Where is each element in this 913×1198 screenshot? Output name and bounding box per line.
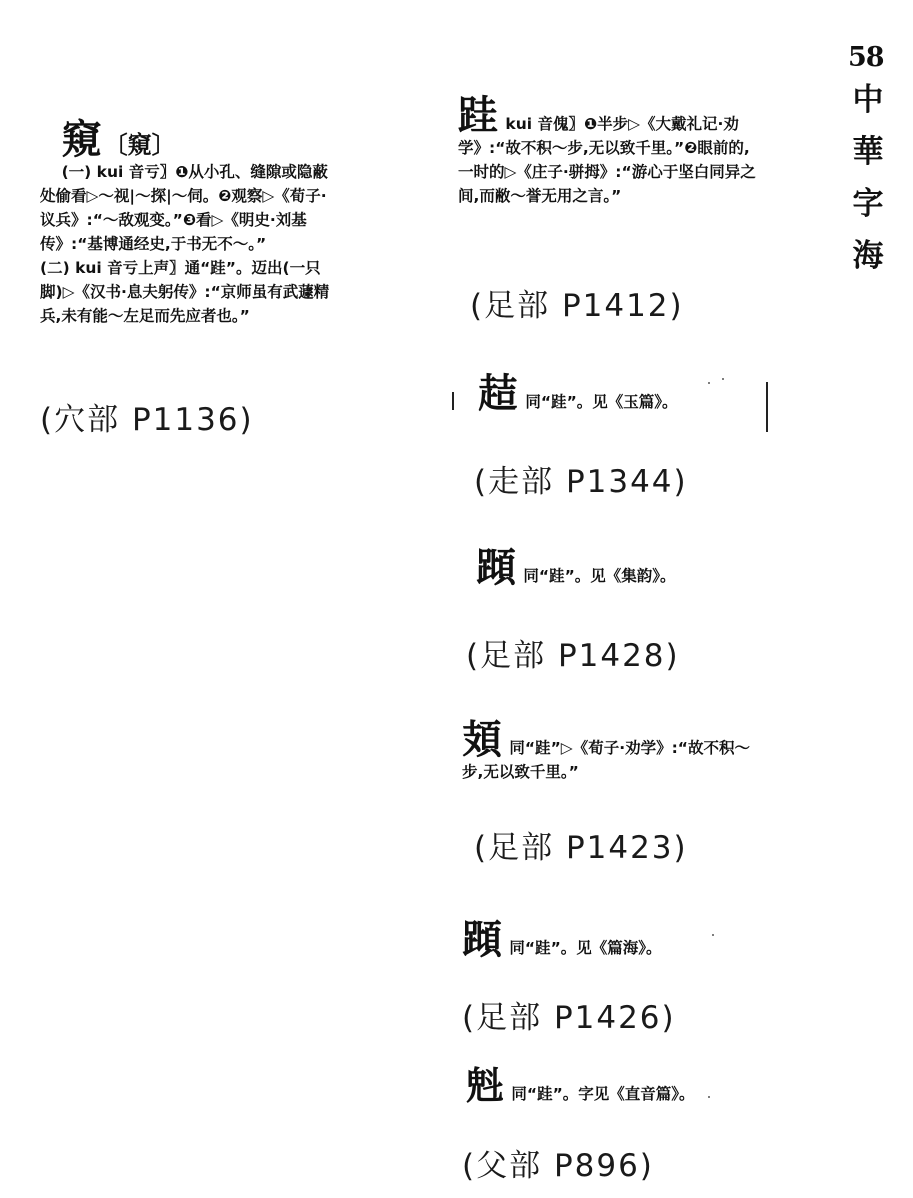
dictionary-entry [466, 1064, 756, 1108]
dictionary-entry [462, 917, 742, 963]
entry-headword: 趌 [478, 371, 518, 417]
scan-speck [708, 382, 710, 384]
dictionary-entry [476, 545, 756, 591]
dictionary-entry [462, 717, 762, 784]
entry-headword: 跬 [458, 93, 498, 139]
entry-headword: 蹞 [476, 545, 516, 591]
entry-definition: 同“跬”。见《集韵》。 [523, 567, 676, 585]
entry-headword: 窺 [61, 117, 102, 163]
scan-speck [712, 934, 714, 936]
scan-speck [708, 1096, 710, 1098]
entry-definition: 同“跬”▷《荀子·劝学》:“故不积～步,无以致千里。” [462, 739, 750, 781]
book-title [848, 74, 888, 282]
entry-definition: 同“跬”。字见《直音篇》。 [511, 1085, 695, 1103]
margin-mark [766, 382, 768, 432]
entry-headword: 𣁽 [466, 1064, 505, 1108]
dictionary-entry [458, 93, 758, 208]
handwritten-reference: (足部 P1423) [474, 830, 688, 866]
entry-definition: kui 音傀〗❶半步▷《大戴礼记·劝学》:“故不积～步,无以致千里。”❷眼前的,一时的▷《庄子·骈拇》:“游心于坚白同异之间,而敝～誉无用之言。” [458, 115, 756, 205]
handwritten-reference: (父部 P896) [462, 1148, 654, 1184]
margin-mark [452, 392, 454, 410]
entry-headword: 頍 [462, 717, 502, 763]
entry-variant: 〔窺〕 [103, 131, 176, 159]
entry-definition: 同“跬”。见《篇海》。 [509, 939, 662, 957]
handwritten-reference: (走部 P1344) [474, 464, 688, 500]
handwritten-reference: (足部 P1428) [466, 638, 680, 674]
handwritten-reference: (足部 P1426) [462, 1000, 676, 1036]
book-title-char: 華 [852, 134, 884, 170]
handwritten-reference: (穴部 P1136) [40, 402, 254, 438]
book-title-char: 中 [852, 82, 884, 118]
entry-definition: 同“跬”。见《玉篇》。 [525, 393, 678, 411]
book-title-char: 字 [852, 186, 884, 222]
page-number: 58 [848, 42, 884, 73]
entry-headword: 蹞 [462, 917, 502, 963]
dictionary-entry [40, 104, 340, 352]
scan-speck [722, 378, 724, 380]
book-title-char: 海 [852, 238, 884, 274]
dictionary-entry [478, 371, 758, 417]
handwritten-reference: (足部 P1412) [470, 288, 684, 324]
entry-definition: (一) kui 音亏〗❶从小孔、缝隙或隐蔽处偷看▷～视|～探|～伺。❷观察▷《荀子·议兵》:“～敌观变。”❸看▷《明史·刘基传》:“基博通经史,于书无不～。” (二) kui 音亏上声〗通“跬”。迈出(一只脚)▷《汉书·息夫躬传》:“京师虽有武蘧精兵,未有能～左足而先应者也。” [40, 163, 330, 325]
